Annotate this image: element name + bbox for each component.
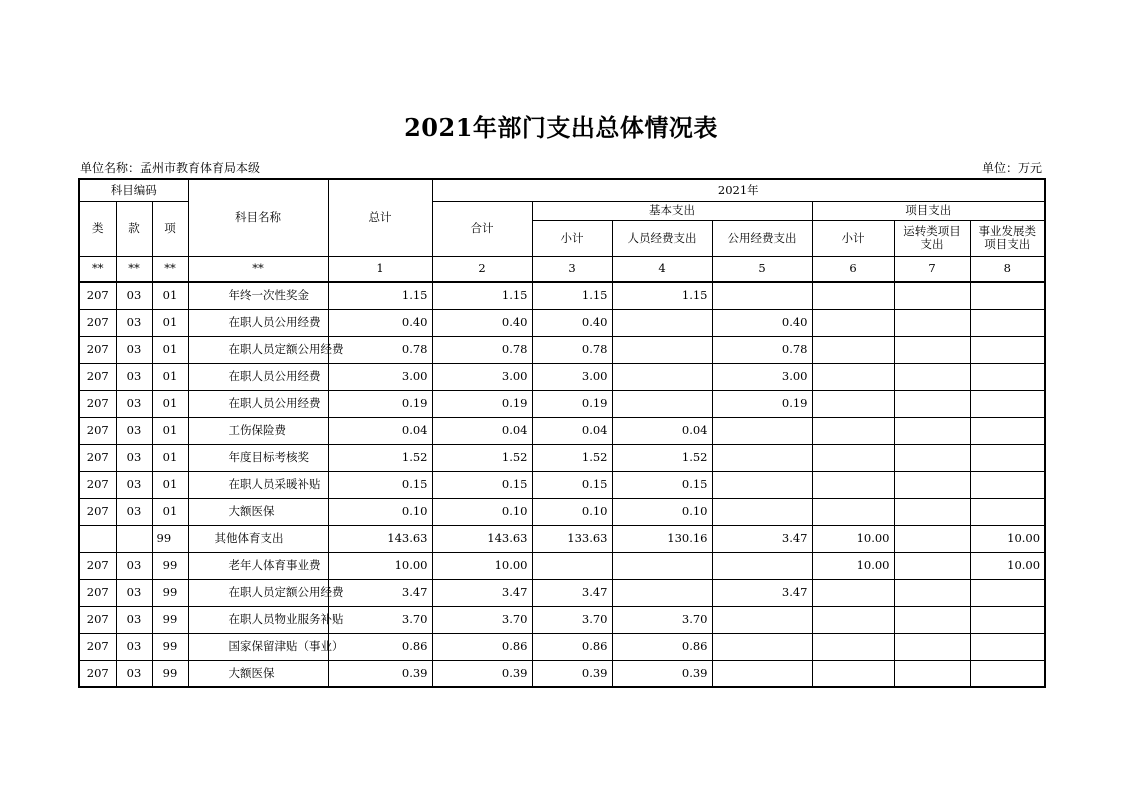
cell-kuan: 03 (116, 363, 152, 390)
index-cell: 1 (328, 256, 432, 282)
header-year: 2021年 (432, 179, 1045, 201)
cell-subject-name: 国家保留津贴（事业） (188, 633, 328, 660)
table-row (79, 309, 1045, 336)
header-sum: 合计 (432, 201, 532, 256)
cell-basic-subtotal: 1.52 (532, 444, 612, 471)
cell-total: 0.10 (328, 498, 432, 525)
cell-subject-name: 其他体育支出 (188, 525, 328, 552)
cell-operating (894, 579, 970, 606)
header-basic-subtotal: 小计 (532, 220, 612, 256)
index-cell: 8 (970, 256, 1045, 282)
cell-lei: 207 (79, 336, 116, 363)
cell-sum: 3.47 (432, 579, 532, 606)
cell-sum: 0.10 (432, 498, 532, 525)
cell-project-subtotal (812, 309, 894, 336)
cell-kuan: 03 (116, 498, 152, 525)
index-cell: ** (79, 256, 116, 282)
cell-public: 3.47 (712, 579, 812, 606)
header-total: 总计 (328, 179, 432, 256)
cell-lei: 207 (79, 309, 116, 336)
cell-total: 0.86 (328, 633, 432, 660)
cell-operating (894, 282, 970, 309)
cell-total: 3.00 (328, 363, 432, 390)
cell-kuan: 03 (116, 660, 152, 687)
cell-operating (894, 390, 970, 417)
cell-personnel (612, 552, 712, 579)
cell-total: 0.15 (328, 471, 432, 498)
cell-subject-name: 在职人员物业服务补贴 (188, 606, 328, 633)
cell-public (712, 606, 812, 633)
cell-total: 0.04 (328, 417, 432, 444)
table-row (79, 444, 1045, 471)
table-row (79, 282, 1045, 309)
index-cell: 4 (612, 256, 712, 282)
cell-personnel: 3.70 (612, 606, 712, 633)
cell-project-subtotal (812, 390, 894, 417)
cell-basic-subtotal: 3.47 (532, 579, 612, 606)
cell-project-subtotal (812, 363, 894, 390)
cell-public (712, 471, 812, 498)
cell-total: 143.63 (328, 525, 432, 552)
currency-unit-label: 单位：万元 (981, 161, 1042, 175)
cell-personnel: 0.04 (612, 417, 712, 444)
cell-project-subtotal (812, 282, 894, 309)
cell-sum: 0.15 (432, 471, 532, 498)
cell-operating (894, 336, 970, 363)
cell-xiang: 01 (152, 282, 188, 309)
cell-sum: 0.39 (432, 660, 532, 687)
cell-xiang: 01 (152, 336, 188, 363)
cell-total: 1.15 (328, 282, 432, 309)
cell-basic-subtotal: 133.63 (532, 525, 612, 552)
table-row (79, 336, 1045, 363)
cell-sum: 10.00 (432, 552, 532, 579)
table-row (79, 660, 1045, 687)
cell-sum: 0.78 (432, 336, 532, 363)
cell-project-subtotal (812, 660, 894, 687)
header-xiang: 项 (152, 201, 188, 256)
cell-project-subtotal (812, 606, 894, 633)
cell-public (712, 633, 812, 660)
cell-subject-name: 工伤保险费 (188, 417, 328, 444)
index-cell: 6 (812, 256, 894, 282)
cell-development (970, 363, 1045, 390)
cell-total: 0.39 (328, 660, 432, 687)
cell-public: 0.19 (712, 390, 812, 417)
cell-personnel (612, 309, 712, 336)
cell-development (970, 660, 1045, 687)
cell-personnel: 0.39 (612, 660, 712, 687)
cell-development: 10.00 (970, 552, 1045, 579)
cell-sum: 0.19 (432, 390, 532, 417)
index-cell: 3 (532, 256, 612, 282)
cell-operating (894, 606, 970, 633)
cell-total: 10.00 (328, 552, 432, 579)
page-title: 2021年部门支出总体情况表 (404, 113, 718, 142)
header-index-row (79, 256, 1045, 282)
header-public: 公用经费支出 (712, 220, 812, 256)
cell-total: 0.78 (328, 336, 432, 363)
cell-project-subtotal (812, 444, 894, 471)
cell-operating (894, 444, 970, 471)
cell-operating (894, 471, 970, 498)
cell-lei: 207 (79, 282, 116, 309)
index-cell: 2 (432, 256, 532, 282)
cell-project-subtotal (812, 336, 894, 363)
cell-basic-subtotal (532, 552, 612, 579)
cell-development (970, 417, 1045, 444)
cell-project-subtotal (812, 498, 894, 525)
cell-public (712, 417, 812, 444)
cell-operating (894, 498, 970, 525)
cell-project-subtotal: 10.00 (812, 525, 894, 552)
cell-subject-name: 在职人员公用经费 (188, 390, 328, 417)
cell-personnel: 0.10 (612, 498, 712, 525)
cell-public (712, 660, 812, 687)
cell-basic-subtotal: 0.78 (532, 336, 612, 363)
cell-project-subtotal (812, 579, 894, 606)
cell-personnel: 1.52 (612, 444, 712, 471)
index-cell: 5 (712, 256, 812, 282)
cell-public (712, 552, 812, 579)
cell-lei: 207 (79, 363, 116, 390)
header-basic: 基本支出 (532, 201, 812, 220)
cell-lei: 207 (79, 417, 116, 444)
cell-kuan: 03 (116, 309, 152, 336)
cell-basic-subtotal: 0.40 (532, 309, 612, 336)
cell-personnel: 130.16 (612, 525, 712, 552)
cell-xiang: 01 (152, 309, 188, 336)
cell-kuan: 03 (116, 552, 152, 579)
cell-xiang: 99 (152, 660, 188, 687)
cell-development (970, 633, 1045, 660)
cell-development (970, 282, 1045, 309)
cell-xiang: 99 (152, 633, 188, 660)
header-lei: 类 (79, 201, 116, 256)
cell-lei: 207 (79, 579, 116, 606)
cell-personnel (612, 579, 712, 606)
cell-basic-subtotal: 0.86 (532, 633, 612, 660)
cell-kuan: 03 (116, 444, 152, 471)
cell-development (970, 498, 1045, 525)
cell-personnel: 0.86 (612, 633, 712, 660)
table-row (79, 363, 1045, 390)
cell-basic-subtotal: 0.19 (532, 390, 612, 417)
cell-xiang: 01 (152, 498, 188, 525)
expenditure-table (78, 178, 1046, 688)
cell-total: 3.47 (328, 579, 432, 606)
cell-subject-name: 年终一次性奖金 (188, 282, 328, 309)
cell-public: 3.00 (712, 363, 812, 390)
table-row (79, 633, 1045, 660)
cell-personnel: 1.15 (612, 282, 712, 309)
cell-total: 3.70 (328, 606, 432, 633)
cell-xiang: 01 (152, 471, 188, 498)
cell-sum: 1.52 (432, 444, 532, 471)
cell-sum: 3.00 (432, 363, 532, 390)
cell-basic-subtotal: 0.15 (532, 471, 612, 498)
cell-development (970, 606, 1045, 633)
cell-kuan: 03 (116, 282, 152, 309)
cell-basic-subtotal: 3.70 (532, 606, 612, 633)
cell-subject-name: 在职人员公用经费 (188, 309, 328, 336)
index-cell: ** (116, 256, 152, 282)
cell-public: 0.78 (712, 336, 812, 363)
cell-kuan: 03 (116, 579, 152, 606)
cell-kuan: 03 (116, 336, 152, 363)
cell-basic-subtotal: 0.04 (532, 417, 612, 444)
index-cell: ** (152, 256, 188, 282)
cell-personnel: 0.15 (612, 471, 712, 498)
cell-public: 3.47 (712, 525, 812, 552)
cell-development: 10.00 (970, 525, 1045, 552)
cell-subject-name: 在职人员公用经费 (188, 363, 328, 390)
cell-lei: 207 (79, 471, 116, 498)
cell-kuan: 03 (116, 606, 152, 633)
cell-sum: 1.15 (432, 282, 532, 309)
table-row (79, 417, 1045, 444)
cell-project-subtotal (812, 417, 894, 444)
cell-lei: 207 (79, 390, 116, 417)
cell-operating (894, 525, 970, 552)
header-personnel: 人员经费支出 (612, 220, 712, 256)
table-row (79, 552, 1045, 579)
cell-project-subtotal (812, 471, 894, 498)
header-development-project: 事业发展类项目支出 (970, 220, 1045, 256)
cell-operating (894, 363, 970, 390)
cell-subject-name: 大额医保 (188, 660, 328, 687)
cell-subject-name: 在职人员采暖补贴 (188, 471, 328, 498)
unit-name-label: 单位名称：孟州市教育体育局本级 (80, 161, 261, 175)
cell-lei: 207 (79, 444, 116, 471)
header-subject-code: 科目编码 (79, 179, 188, 201)
cell-kuan: 03 (116, 633, 152, 660)
cell-xiang: 01 (152, 444, 188, 471)
cell-sum: 143.63 (432, 525, 532, 552)
table-row (79, 471, 1045, 498)
cell-xiang: 01 (152, 363, 188, 390)
cell-operating (894, 309, 970, 336)
cell-xiang: 01 (152, 390, 188, 417)
cell-lei: 207 (79, 660, 116, 687)
cell-lei: 207 (79, 633, 116, 660)
cell-development (970, 309, 1045, 336)
cell-total: 1.52 (328, 444, 432, 471)
table-row (79, 498, 1045, 525)
table-row (79, 525, 1045, 552)
header-kuan: 款 (116, 201, 152, 256)
cell-basic-subtotal: 1.15 (532, 282, 612, 309)
cell-xiang: 99 (152, 525, 188, 552)
cell-sum: 0.40 (432, 309, 532, 336)
cell-basic-subtotal: 0.39 (532, 660, 612, 687)
cell-operating (894, 633, 970, 660)
cell-development (970, 336, 1045, 363)
cell-personnel (612, 336, 712, 363)
cell-lei: 207 (79, 498, 116, 525)
cell-xiang: 99 (152, 606, 188, 633)
index-cell: 7 (894, 256, 970, 282)
cell-operating (894, 552, 970, 579)
cell-subject-name: 在职人员定额公用经费 (188, 336, 328, 363)
cell-project-subtotal (812, 633, 894, 660)
cell-total: 0.19 (328, 390, 432, 417)
header-subject-name: 科目名称 (188, 179, 328, 256)
cell-subject-name: 在职人员定额公用经费 (188, 579, 328, 606)
cell-lei (79, 525, 116, 552)
cell-personnel (612, 363, 712, 390)
cell-subject-name: 老年人体育事业费 (188, 552, 328, 579)
cell-personnel (612, 390, 712, 417)
cell-operating (894, 660, 970, 687)
table-row (79, 390, 1045, 417)
cell-lei: 207 (79, 606, 116, 633)
cell-public (712, 282, 812, 309)
cell-basic-subtotal: 0.10 (532, 498, 612, 525)
cell-lei: 207 (79, 552, 116, 579)
cell-operating (894, 417, 970, 444)
cell-xiang: 99 (152, 552, 188, 579)
cell-kuan: 03 (116, 390, 152, 417)
cell-kuan: 03 (116, 417, 152, 444)
cell-total: 0.40 (328, 309, 432, 336)
cell-kuan: 03 (116, 471, 152, 498)
cell-sum: 3.70 (432, 606, 532, 633)
index-cell: ** (188, 256, 328, 282)
cell-subject-name: 大额医保 (188, 498, 328, 525)
cell-development (970, 471, 1045, 498)
cell-basic-subtotal: 3.00 (532, 363, 612, 390)
cell-public (712, 498, 812, 525)
cell-sum: 0.86 (432, 633, 532, 660)
cell-development (970, 444, 1045, 471)
table-row (79, 606, 1045, 633)
header-project: 项目支出 (812, 201, 1045, 220)
cell-project-subtotal: 10.00 (812, 552, 894, 579)
table-row (79, 579, 1045, 606)
cell-development (970, 390, 1045, 417)
cell-kuan (116, 525, 152, 552)
cell-xiang: 01 (152, 417, 188, 444)
header-operating-project: 运转类项目支出 (894, 220, 970, 256)
header-row-1 (79, 179, 1045, 201)
cell-sum: 0.04 (432, 417, 532, 444)
cell-development (970, 579, 1045, 606)
cell-public: 0.40 (712, 309, 812, 336)
cell-subject-name: 年度目标考核奖 (188, 444, 328, 471)
cell-public (712, 444, 812, 471)
cell-xiang: 99 (152, 579, 188, 606)
header-project-subtotal: 小计 (812, 220, 894, 256)
